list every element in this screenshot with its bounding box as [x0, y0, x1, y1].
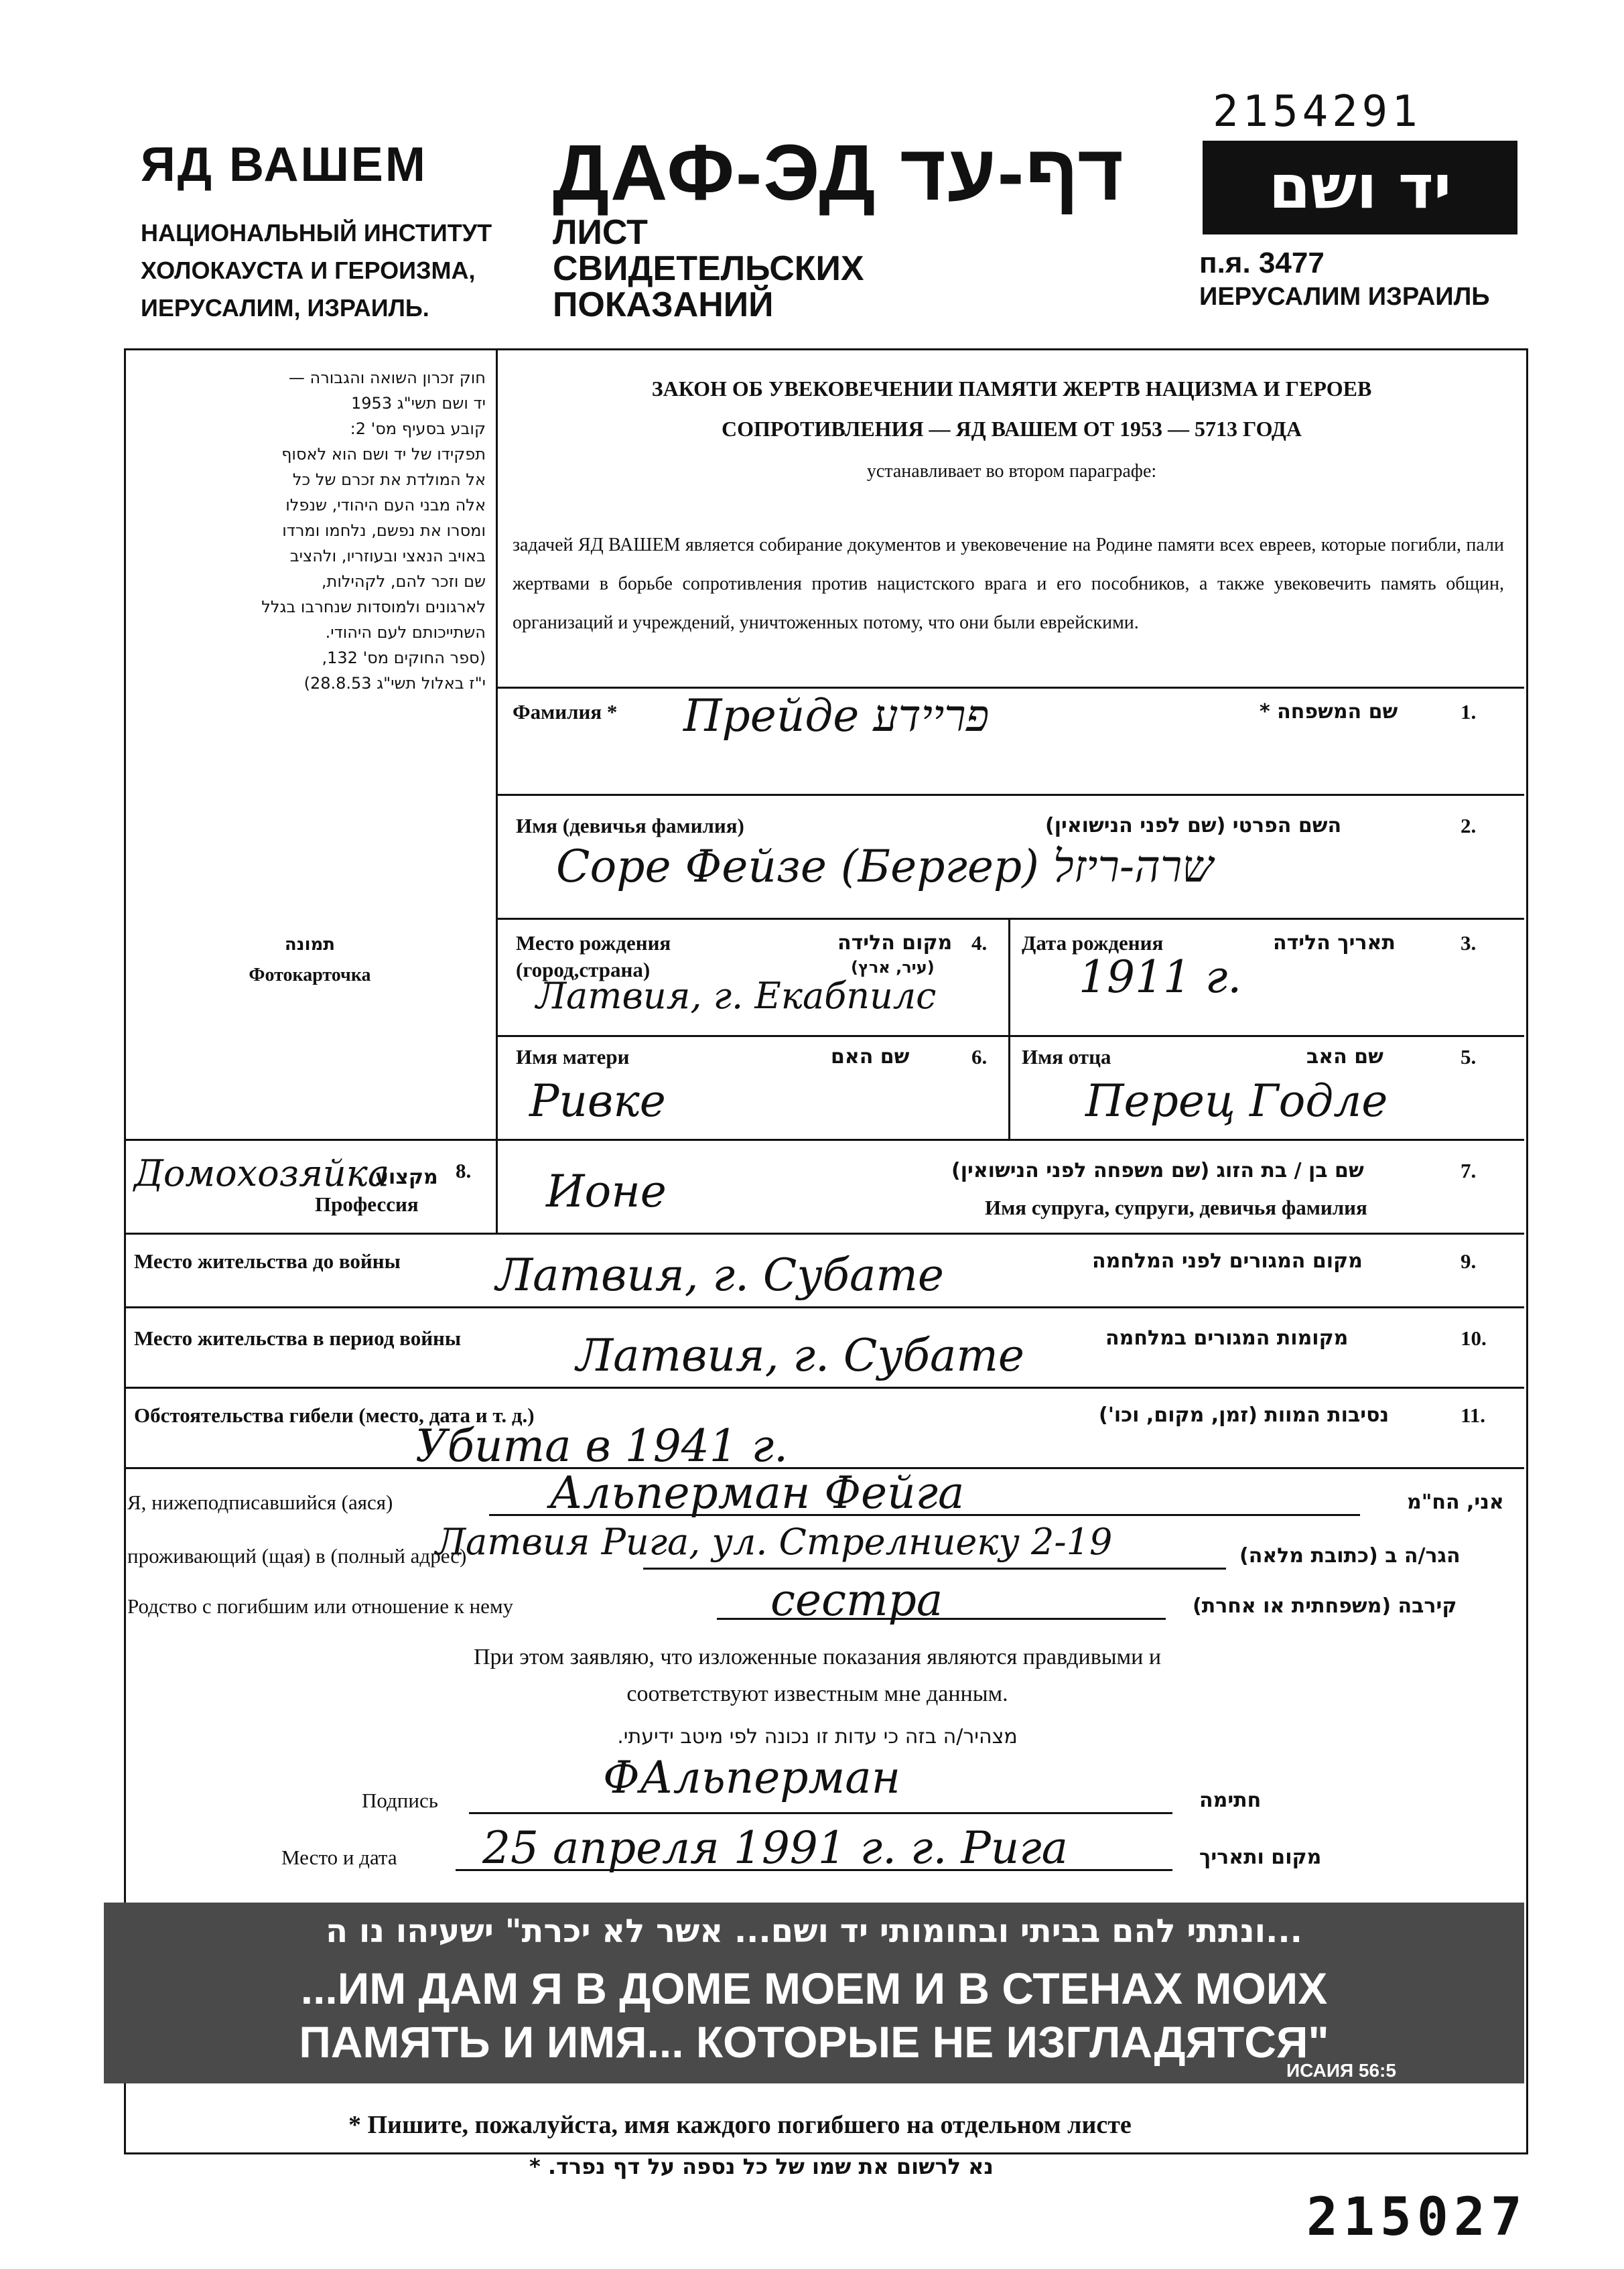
place-date-label: Место и дата	[281, 1846, 397, 1869]
surname-label-hebrew: שם המשפחה *	[1260, 700, 1398, 724]
field-number-1: 1.	[1461, 700, 1477, 724]
testimony-sheet-subtitle	[553, 214, 864, 323]
photo-label-russian: Фотокарточка	[249, 965, 371, 985]
field-number-8: 8.	[456, 1159, 472, 1182]
birthplace-hint-hebrew: (עיר, ארץ)	[851, 958, 935, 977]
document-number-top: 2154291	[1213, 87, 1422, 137]
death-circumstances-label: Обстоятельства гибели (место, дата и т. д.)	[134, 1403, 535, 1427]
wartime-residence-label-hebrew: מקומות המגורים במלחמה	[1105, 1326, 1349, 1350]
field-number-4: 4.	[971, 931, 988, 955]
hebrew-law-quote	[134, 365, 486, 696]
birthdate-label-hebrew: תאריך הלידה	[1273, 931, 1396, 955]
field-number-10: 10.	[1461, 1326, 1487, 1350]
heb-quote-line: ומסרו את נפשם, נלחמו ומרדו	[282, 521, 486, 540]
heb-quote-line: שם וזכר להם, לקהילות,	[321, 572, 486, 591]
field-number-7: 7.	[1461, 1159, 1477, 1182]
prewar-residence-label: Место жительства до войны	[134, 1249, 401, 1273]
mother-name-value[interactable]: Ривке	[529, 1075, 666, 1127]
birthdate-value[interactable]: 1911 г.	[1079, 951, 1242, 1003]
given-name-label-hebrew: השם הפרטי (שם לפני הנישואין)	[1045, 814, 1342, 837]
heb-quote-line: חוק זכרון השואה והגבורה —	[288, 368, 486, 387]
institute-line-1: НАЦИОНАЛЬНЫЙ ИНСТИТУТ	[141, 219, 492, 247]
heb-quote-line: יד ושם תשי"ג 1953	[351, 394, 486, 413]
law-body: задачей ЯД ВАШЕМ является собирание документов и увековечение на Родине памяти всех евреев, которые погибли, пали жертвами в борьбе сопротивления против нацистского врага и его пособников, а также увековечить память общин, организаций и учреждений, уничтоженных потому, что они были еврейскими.	[513, 535, 1504, 633]
row-divider	[124, 1233, 1524, 1235]
death-circumstances-value[interactable]: Убита в 1941 г.	[415, 1420, 789, 1472]
signature-underline	[469, 1812, 1172, 1814]
subtitle-line-1: ЛИСТ	[553, 213, 648, 252]
heb-quote-line: אל המולדת את זכרם של כל	[292, 470, 486, 489]
banner-russian-line-2: ПАМЯТЬ И ИМЯ... КОТОРЫЕ НЕ ИЗГЛАДЯТСЯ"	[299, 2017, 1329, 2067]
prewar-residence-label-hebrew: מקום המגורים לפני המלחמה	[1092, 1249, 1363, 1273]
daf-ed-title: ДАФ-ЭД דף-עד	[553, 129, 1125, 217]
mother-name-label: Имя матери	[516, 1045, 630, 1069]
declaration-hebrew: מצהיר/ה בזה כי עדות זו נכונה לפי מיטב ידיעתי.	[617, 1725, 1018, 1748]
birthplace-hint: (город,страна)	[516, 958, 651, 981]
banner-russian-line-1: ...ИМ ДАМ Я В ДОМЕ МОЕМ И В СТЕНАХ МОИХ	[300, 1964, 1328, 2013]
birthplace-label: Место рождения	[516, 931, 671, 955]
mother-name-label-hebrew: שם האם	[831, 1045, 910, 1069]
signature-label: Подпись	[362, 1789, 438, 1812]
witness-address-label: проживающий (щая) в (полный адрес)	[127, 1544, 467, 1568]
prewar-residence-value[interactable]: Латвия, г. Субате	[496, 1249, 944, 1301]
declaration-line-1: При этом заявляю, что изложенные показания являются правдивыми и	[473, 1645, 1162, 1669]
field-number-9: 9.	[1461, 1249, 1477, 1273]
spouse-name-value[interactable]: Ионе	[546, 1166, 667, 1217]
law-title	[523, 368, 1501, 449]
heb-quote-line: לארגונים ולמוסדות שנחרבו בגלל	[261, 598, 486, 616]
birthplace-label-hebrew: מקום הלידה	[837, 931, 953, 955]
spouse-label: Имя супруга, супруги, девичья фамилия	[985, 1196, 1367, 1219]
father-name-value[interactable]: Перец Годле	[1085, 1075, 1388, 1127]
institute-line-3: ИЕРУСАЛИМ, ИЗРАИЛЬ.	[141, 294, 429, 322]
relationship-value[interactable]: сестра	[770, 1574, 943, 1626]
heb-quote-line: באויב הנאצי ובעוזריו, ולהציב	[289, 547, 486, 565]
row-divider	[496, 687, 1524, 689]
row-divider	[124, 1387, 1524, 1389]
birthplace-value[interactable]: Латвия, г. Екабпилс	[536, 975, 937, 1017]
given-name-value[interactable]: Соре Фейзе (Бергер) שרה-ריזל	[556, 841, 1213, 892]
death-circumstances-label-hebrew: נסיבות המוות (זמן, מקום, וכו')	[1099, 1403, 1390, 1427]
place-date-label-hebrew: מקום ותאריך	[1199, 1846, 1322, 1869]
po-box: п.я. 3477	[1199, 247, 1325, 279]
row-divider	[124, 1306, 1524, 1308]
signature-label-hebrew: חתימה	[1199, 1789, 1262, 1812]
row-divider	[496, 1035, 1524, 1037]
law-title-line-1: ЗАКОН ОБ УВЕКОВЕЧЕНИИ ПАМЯТИ ЖЕРТВ НАЦИЗМА И ГЕРОЕВ	[651, 376, 1372, 401]
subtitle-line-3: ПОКАЗАНИЙ	[553, 285, 774, 324]
heb-source-line: (ספר החוקים מס' 132,	[322, 648, 486, 667]
column-divider	[1008, 918, 1010, 1139]
field-number-6: 6.	[971, 1045, 988, 1069]
institute-subtitle	[141, 214, 492, 327]
address-city: ИЕРУСАЛИМ ИЗРАИЛЬ	[1199, 283, 1490, 311]
spouse-label-hebrew: שם בן / בת הזוג (שם משפחה לפני הנישואין)	[951, 1159, 1364, 1182]
relationship-label-hebrew: קירבה (משפחתית או אחרת)	[1193, 1594, 1457, 1618]
yad-vashem-title: ЯД ВАШЕМ	[141, 138, 427, 192]
birthdate-label: Дата рождения	[1022, 931, 1164, 955]
witness-address-value[interactable]: Латвия Рига, ул. Стрелниеку 2-19	[435, 1521, 1113, 1563]
heb-quote-line: השתייכותם לעם היהודי.	[325, 623, 486, 642]
document-number-bottom: 215027	[1306, 2187, 1528, 2248]
father-name-label-hebrew: שם האב	[1306, 1045, 1383, 1069]
profession-label-hebrew: מקצוע	[375, 1166, 438, 1189]
row-divider	[496, 794, 1524, 796]
banner-hebrew: ...ונתתי להם בביתי ובחומותי יד ושם... אשר לא יכרת" ישעיהו נו ה	[326, 1913, 1302, 1950]
place-date-value[interactable]: 25 апреля 1991 г. г. Рига	[482, 1822, 1069, 1874]
witness-name-value[interactable]: Альперман Фейга	[549, 1467, 965, 1519]
institute-line-2: ХОЛОКАУСТА И ГЕРОИЗМА,	[141, 257, 476, 284]
field-number-11: 11.	[1461, 1403, 1486, 1427]
witness-name-label-hebrew: אני, הח"מ	[1407, 1491, 1504, 1514]
banner-source: ИСАИЯ 56:5	[1286, 2060, 1396, 2081]
given-name-label: Имя (девичья фамилия)	[516, 814, 744, 837]
wartime-residence-value[interactable]: Латвия, г. Субате	[576, 1330, 1024, 1381]
heb-quote-line: קובע בסעיף מס' 2:	[350, 419, 486, 438]
heb-source-line: י"ז באלול תשי"ג 28.8.53)	[303, 674, 486, 693]
law-paragraph-note: устанавливает во втором параграфе:	[866, 461, 1157, 482]
relationship-label: Родство с погибшим или отношение к нему	[127, 1594, 514, 1618]
subtitle-line-2: СВИДЕТЕЛЬСКИХ	[553, 249, 864, 288]
surname-value[interactable]: Прейде פריידע	[683, 690, 990, 742]
row-divider	[124, 1139, 1524, 1141]
field-number-2: 2.	[1461, 814, 1477, 837]
wartime-residence-label: Место жительства в период войны	[134, 1326, 462, 1350]
heb-quote-line: תפקידו של יד ושם הוא לאסוף	[281, 445, 486, 464]
witness-address-label-hebrew: הגר/ה ב (כתובת מלאה)	[1239, 1544, 1461, 1568]
law-title-line-2: СОПРОТИВЛЕНИЯ — ЯД ВАШЕМ ОТ 1953 — 5713 ГОДА	[721, 417, 1302, 441]
footer-russian-note: * Пишите, пожалуйста, имя каждого погибшего на отдельном листе	[348, 2111, 1132, 2139]
heb-quote-line: אלה מבני העם היהודי, שנפלו	[285, 496, 486, 514]
signature-value[interactable]: ФАльперман	[603, 1752, 901, 1803]
field-number-5: 5.	[1461, 1045, 1477, 1069]
witness-name-label: Я, нижеподписавшийся (аяся)	[127, 1491, 393, 1514]
father-name-label: Имя отца	[1022, 1045, 1111, 1069]
field-number-3: 3.	[1461, 931, 1477, 955]
profession-value[interactable]: Домохозяйка	[134, 1152, 390, 1194]
witness-address-underline	[643, 1568, 1226, 1570]
photo-label-hebrew: תמונה	[284, 935, 336, 955]
footer-hebrew-note: נא לרשום את שמו של כל נספה על דף נפרד. *	[529, 2154, 994, 2179]
profession-label: Профессия	[315, 1192, 419, 1216]
surname-label: Фамилия *	[513, 700, 618, 724]
column-divider	[496, 1139, 498, 1233]
yad-vashem-hebrew-logo: יד ושם	[1203, 141, 1517, 234]
declaration-line-2: соответствуют известным мне данным.	[626, 1681, 1008, 1706]
